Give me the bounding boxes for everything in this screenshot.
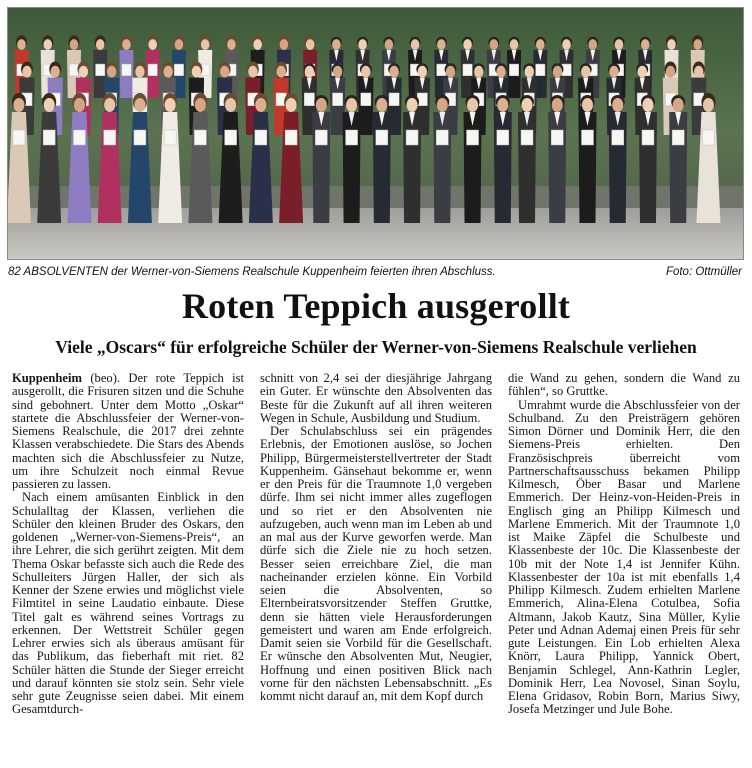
graduate-figure [373, 95, 391, 223]
photo-caption-row [8, 265, 744, 279]
article-column-3 [508, 372, 740, 717]
paragraph-text: (beo). Der rote Teppich ist ausgerollt, die Frisuren sitzen und die Schuhe sind gebohnert. Unter dem Motto „Oskar“ startete die Abschlussfeier der Werner-von-Siemens Realschule, die 2017 drei zehnte Klassen verabschiedete. Die Stars des Abends machten sich die Abschlussfeier zu Nutze, um ihre Schulzeit noch einmal Revue passieren zu lassen. [12, 371, 244, 491]
photo-credit: Foto: Ottmüller [665, 266, 742, 278]
graduate-figure [639, 95, 657, 223]
article-subheadline: Viele „Oscars“ für erfolgreiche Schüler der Werner-von-Siemens Realschule verliehen [55, 337, 697, 357]
graduate-figure [312, 95, 330, 223]
graduate-figure [146, 35, 160, 98]
graduate-figure [119, 35, 133, 98]
paragraph: Der Schulabschluss sei ein prägendes Erlebnis, der Emotionen auslöse, so Jochen Philipp, Bürgermeisterstellvertreter der Stadt Kuppenheim. Gänsehaut bekomme er, wenn er den Preis für die Traumnote 1,0 vergeben dürfe. Ihm sei nicht immer alles zugeflogen und so riet er den Absolventen nie aufzugeben, auch wenn man im Leben ab und an mal aus der Kurve geworfen werde. Man dürfe sich die Ziele nie zu hoch setzen. Besser seien erreichbare Ziel, die man nacheinander erzielen könne. Ein Vorbild seien die Absolventen, so Elternbeiratsvorsitzender Steffen Gruttke, denn sie hätten viele Herausforderungen gemeistert und waren am Ende erfolgreich. Damit seien sie Vorbild für die Gesellschaft. Er wünsche den Absolventen Mut, Neugier, Hoffnung und einen positiven Blick nach vorne für den nächsten Lebensabschnitt. „Es kommt nicht darauf an, mit dem Kopf durch [260, 424, 492, 703]
paragraph: Nach einem amüsanten Einblick in den Schulalltag der Klassen, verliehen die Schüler den kleinen Bruder des Oskars, den goldenen „Werner-von-Siemens-Preis“, an ihre Lehrer, die sich gerührt zeigten. Mit dem Thema Oskar befasste sich auch die Rede des Schulleiters Jürgen Haller, der sich als Kenner der Szene erwies und möglichst viele Filmtitel in seine Laudatio einbaute. Diese Titel galt es während seines Vortrags zu erkennen. Der Wettstreit Schüler gegen Lehrer erwies sich als überaus amüsant für das Publikum, das fieberhaft mit riet. 82 Schüler hätten die Stunde der Sieger erreicht und darauf könnten sie stolz sein. Sehr viele sehr gute Zeugnisse seien dabei. Mit einem Gesamtdurch- [12, 490, 244, 717]
graduate-figure [669, 95, 687, 223]
paragraph [12, 372, 244, 491]
article-column-1 [12, 372, 244, 717]
graduate-figure [548, 95, 566, 223]
dateline: Kuppenheim [12, 371, 82, 385]
paragraph: die Wand zu gehen, sondern die Wand zu fühlen“, so Gruttke. [508, 371, 740, 399]
graduate-figure [464, 95, 482, 223]
graduate-figure [403, 95, 421, 223]
article-headline: Roten Teppich ausgerollt [181, 286, 571, 326]
photo-caption: 82 ABSOLVENTEN der Werner-von-Siemens Realschule Kuppenheim feierten ihren Abschluss. [8, 266, 496, 278]
group-photo [7, 7, 744, 260]
paragraph: Umrahmt wurde die Abschlussfeier von der Schulband. Zu den Preisträgern gehören Simon Dörner und Dominik Herr, die den Siemens-Preis erhielten. Den Französischpreis überreicht vom Partnerschaftsausschuss bekamen Philipp Kilmesch, Öber Basar und Marlene Emmerich. Der Heinz-von-Heiden-Preis in Englisch ging an Philipp Kilmesch und Marlene Emmerich. Mit der Traumnote 1,0 ist Maike Zäpfel die Schulbeste und Klassenbeste der 10c. Die Klassenbeste der 10b mit der Note 1,4 ist Jennifer Kühn. Klassenbester der 10a ist mit ebenfalls 1,4 Philipp Kilmesch. Zudem erhielten Marlene Emmerich, Alina-Elena Cotulbea, Sofia Altmann, Jakob Kautz, Sina Müller, Kylie Peter und Adnan Ademaj einen Preis für sehr gute Leistungen. Ein Lob erhielten Alexa Knörr, Laura Philipp, Yannick Obert, Benjamin Schlegel, Ann-Kathrin Legler, Dominik Herr, Lea Novosel, Sinan Soylu, Elena Gridasov, Robin Born, Marius Siwy, Josefa Metzinger und Jule Bohe. [508, 397, 740, 717]
graduate-figure [609, 95, 627, 223]
graduate-figure [518, 95, 536, 223]
article-column-2 [260, 372, 492, 703]
graduate-figure [494, 95, 512, 223]
graduate-figure [343, 95, 361, 223]
graduate-figure [433, 95, 451, 223]
group-photo-illustration [8, 8, 743, 259]
graduate-figure [578, 95, 596, 223]
paragraph: schnitt von 2,4 sei der diesjährige Jahrgang ein Guter. Er wünschte den Absolventen das Beste für die Zukunft auf all ihren weiteren Wegen in Schule, Ausbildung und Studium. [260, 371, 492, 425]
